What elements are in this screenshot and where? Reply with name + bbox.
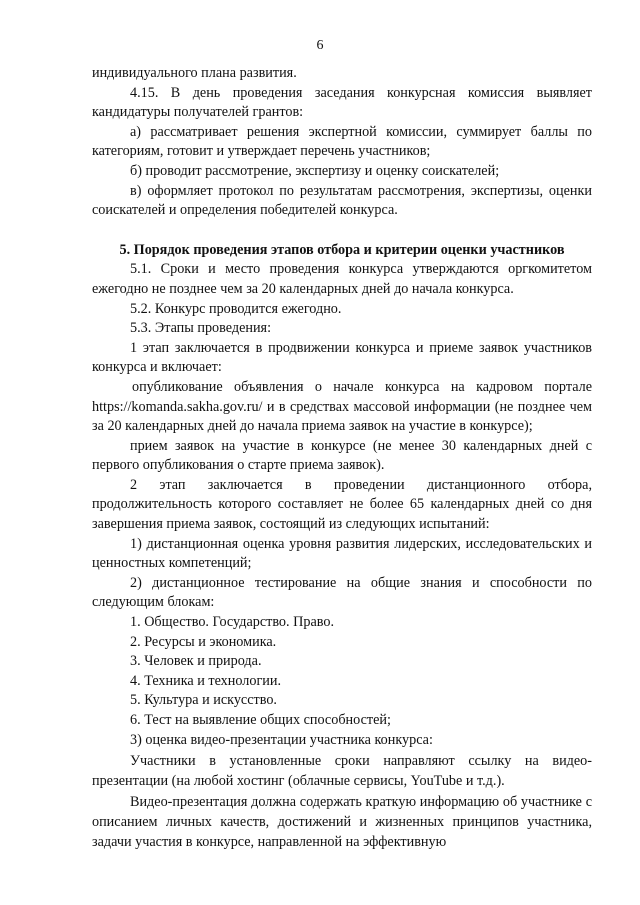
paragraph-stage-1: 1 этап заключается в продвижении конкурса и приеме заявок участников конкурса и включает: [92, 339, 592, 376]
paragraph-applications: прием заявок на участие в конкурсе (не менее 30 календарных дней с первого опубликования о старте приема заявок). [92, 437, 592, 474]
list-item-v: в) оформляет протокол по результатам рассмотрения, экспертизы, оценки соискателей и определения победителей конкурса. [92, 182, 592, 219]
paragraph-publication: опубликование объявления о начале конкурса на кадровом портале https://komanda.sakha.gov.ru/ и в средствах массовой информации (не позднее чем за 20 календарных дней до начала приема заявок на участие в конкурсе); [92, 378, 592, 435]
paragraph-video-link: Участники в установленные сроки направляют ссылку на видео-презентации (на любой хостинг (облачные сервисы, YouTube и т.д.). [92, 753, 592, 789]
section-heading-5: 5. Порядок проведения этапов отбора и критерии оценки участников [119, 241, 565, 258]
paragraph-5-3: 5.3. Этапы проведения: [130, 320, 272, 337]
paragraph-stage-2: 2 этап заключается в проведении дистанционного отбора, продолжительность которого составляет не более 65 календарных дней со дня завершения приема заявок, состоящий из следующих испытаний: [92, 476, 592, 533]
paragraph-video-content: Видео-презентация должна содержать краткую информацию об участнике с описанием личных качеств, достижений и жизненных принципов участника, задачи участия в конкурсе, направленной на эффективную [92, 794, 592, 850]
list-item-2: 2) дистанционное тестирование на общие знания и способности по следующим блокам: [92, 574, 592, 611]
page-number: 6 [316, 38, 324, 53]
paragraph-continuation: индивидуального плана развития. [92, 65, 297, 81]
block-item-6: 6. Тест на выявление общих способностей; [130, 712, 391, 728]
paragraph-5-2: 5.2. Конкурс проводится ежегодно. [130, 300, 342, 317]
block-item-1: 1. Общество. Государство. Право. [130, 614, 334, 631]
block-item-5: 5. Культура и искусство. [130, 692, 277, 709]
block-item-2: 2. Ресурсы и экономика. [130, 633, 277, 650]
list-item-3: 3) оценка видео-презентации участника конкурса: [130, 731, 433, 748]
document-body [92, 64, 592, 852]
list-item-b: б) проводит рассмотрение, экспертизу и оценку соискателей; [130, 162, 500, 179]
list-item-1: 1) дистанционная оценка уровня развития лидерских, исследовательских и ценностных компетенций; [92, 535, 592, 572]
paragraph-5-1: 5.1. Сроки и место проведения конкурса утверждаются оргкомитетом ежегодно не позднее чем за 20 календарных дней до начала конкурса. [92, 261, 592, 297]
list-item-a: а) рассматривает решения экспертной комиссии, суммирует баллы по категориям, готовит и утверждает перечень участников; [92, 123, 592, 160]
block-item-3: 3. Человек и природа. [130, 653, 262, 670]
block-item-4: 4. Техника и технологии. [130, 672, 281, 689]
paragraph-4-15: 4.15. В день проведения заседания конкурсная комиссия выявляет кандидатуры получателей грантов: [92, 84, 592, 121]
